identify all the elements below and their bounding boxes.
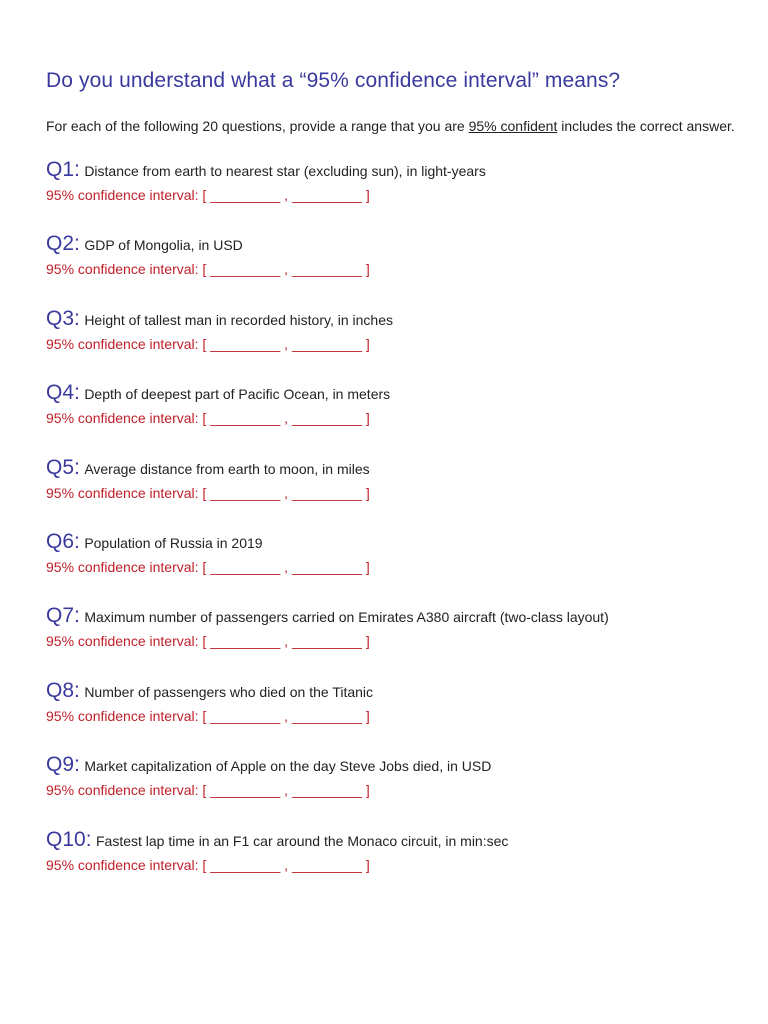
question-text: Height of tallest man in recorded history, in inches bbox=[84, 311, 393, 328]
question-text: Average distance from earth to moon, in miles bbox=[84, 460, 370, 477]
question-text: Depth of deepest part of Pacific Ocean, in meters bbox=[84, 386, 391, 403]
question-number: Q9: bbox=[46, 753, 80, 777]
worksheet-page bbox=[46, 66, 736, 901]
question-text: Distance from earth to nearest star (excluding sun), in light-years bbox=[84, 163, 486, 179]
question-line bbox=[46, 306, 736, 334]
question-line bbox=[46, 678, 736, 706]
confidence-interval-line: 95% confidence interval: [ _________ , _________ ] bbox=[46, 856, 370, 873]
question-item bbox=[46, 752, 736, 826]
instructions-text-end: includes the correct answer. bbox=[557, 118, 735, 134]
question-line bbox=[46, 529, 736, 557]
question-line bbox=[46, 752, 736, 780]
confidence-interval-line: 95% confidence interval: [ _________ , _________ ] bbox=[46, 633, 370, 650]
instructions-underlined-text: 95% confident bbox=[468, 118, 558, 134]
question-line bbox=[46, 455, 736, 483]
question-number: Q1: bbox=[46, 158, 80, 181]
question-number: Q8: bbox=[46, 678, 80, 702]
question-text: Number of passengers who died on the Titanic bbox=[84, 683, 374, 700]
question-item bbox=[46, 157, 736, 231]
question-text: Maximum number of passengers carried on Emirates A380 aircraft (two-class layout) bbox=[84, 609, 609, 626]
question-line bbox=[46, 603, 736, 631]
question-number: Q4: bbox=[46, 381, 80, 405]
question-item bbox=[46, 306, 736, 380]
instructions bbox=[46, 116, 736, 137]
confidence-interval-line: 95% confidence interval: [ _________ , _________ ] bbox=[46, 410, 370, 427]
question-number: Q5: bbox=[46, 455, 80, 479]
question-text: Population of Russia in 2019 bbox=[84, 534, 263, 551]
question-item bbox=[46, 603, 736, 677]
question-text: Market capitalization of Apple on the day Steve Jobs died, in USD bbox=[84, 758, 492, 775]
question-item bbox=[46, 529, 736, 603]
page-title: Do you understand what a “95% confidence interval” means? bbox=[46, 69, 621, 92]
question-number: Q10: bbox=[46, 827, 92, 851]
question-line bbox=[46, 231, 736, 259]
question-list bbox=[46, 157, 736, 901]
question-text: Fastest lap time in an F1 car around the Monaco circuit, in min:sec bbox=[95, 832, 509, 849]
question-number: Q6: bbox=[46, 529, 80, 553]
confidence-interval-line: 95% confidence interval: [ _________ , _________ ] bbox=[46, 707, 370, 724]
question-line bbox=[46, 380, 736, 408]
question-number: Q3: bbox=[46, 306, 80, 330]
question-item bbox=[46, 455, 736, 529]
confidence-interval-line: 95% confidence interval: [ _________ , _________ ] bbox=[46, 187, 370, 203]
question-item bbox=[46, 231, 736, 305]
confidence-interval-line: 95% confidence interval: [ _________ , _________ ] bbox=[46, 782, 370, 799]
confidence-interval-line: 95% confidence interval: [ _________ , _________ ] bbox=[46, 558, 370, 575]
question-line bbox=[46, 157, 736, 185]
question-text: GDP of Mongolia, in USD bbox=[84, 237, 243, 254]
confidence-interval-line: 95% confidence interval: [ _________ , _________ ] bbox=[46, 261, 370, 278]
question-number: Q2: bbox=[46, 232, 80, 256]
question-number: Q7: bbox=[46, 604, 80, 628]
question-item bbox=[46, 827, 736, 901]
question-item bbox=[46, 678, 736, 752]
question-item bbox=[46, 380, 736, 454]
confidence-interval-line: 95% confidence interval: [ _________ , _________ ] bbox=[46, 484, 370, 501]
instructions-text-start: For each of the following 20 questions, provide a range that you are bbox=[46, 118, 469, 134]
question-line bbox=[46, 827, 736, 855]
confidence-interval-line: 95% confidence interval: [ _________ , _________ ] bbox=[46, 335, 370, 352]
